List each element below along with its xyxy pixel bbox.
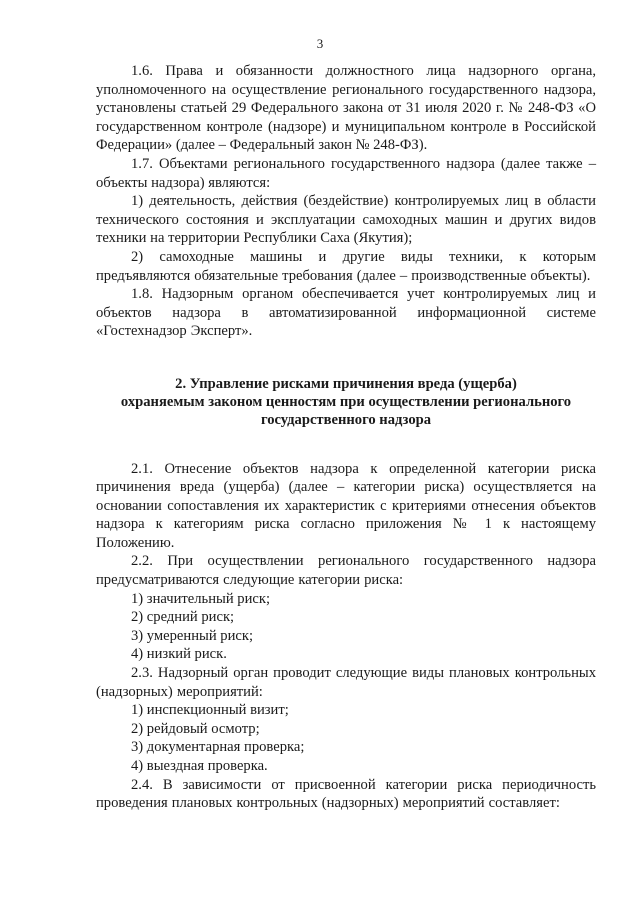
section-heading-line-3: государственного надзора xyxy=(260,412,432,429)
section-heading xyxy=(96,375,596,430)
risk-category-item: 3) умеренный риск; xyxy=(131,627,254,644)
paragraph-2-2: 2.2. При осуществлении регионального государственного надзора предусматриваются следующие категории риска: xyxy=(96,553,596,589)
inspection-type-item: 4) выездная проверка. xyxy=(131,758,268,775)
paragraph-1-8: 1.8. Надзорным органом обеспечивается учет контролируемых лиц и объектов надзора в автоматизированной информационной системе «Гостехнадзор Эксперт». xyxy=(96,286,596,340)
inspection-type-item: 3) документарная проверка; xyxy=(131,739,305,756)
list-item-1-7-1: 1) деятельность, действия (бездействие) контролируемых лиц в области технического состояния и эксплуатации самоходных машин и других видов техники на территории Республики Саха (Якутия); xyxy=(96,193,596,247)
section-heading-line-1: 2. Управление рисками причинения вреда (ущерба) xyxy=(175,375,517,392)
document-body xyxy=(96,62,596,813)
paragraph-2-4: 2.4. В зависимости от присвоенной категории риска периодичность проведения плановых контрольных (надзорных) мероприятий составляет: xyxy=(96,776,596,812)
paragraph-2-1: 2.1. Отнесение объектов надзора к определенной категории риска причинения вреда (ущерба) (далее – категории риска) осуществляется на основании сопоставления их характеристик с критериями отнесения объектов надзора к категориям риска согласно приложения № 1 к настоящему Положению. xyxy=(96,460,596,551)
paragraph-1-6: 1.6. Права и обязанности должностного лица надзорного органа, уполномоченного на осуществление регионального государственного надзора, установлены статьей 29 Федерального закона от 31 июля 2020 г. № 248-ФЗ «О государственном контроле (надзоре) и муниципальном контроле в Российской Федерации» (далее – Федеральный закон № 248-ФЗ). xyxy=(96,63,596,154)
risk-category-item: 2) средний риск; xyxy=(131,609,235,626)
section-heading-line-2: охраняемым законом ценностям при осуществлении регионального xyxy=(120,394,572,411)
page-number: 3 xyxy=(316,36,324,51)
paragraph-1-7: 1.7. Объектами регионального государственного надзора (далее также – объекты надзора) являются: xyxy=(96,155,596,191)
inspection-type-item: 2) рейдовый осмотр; xyxy=(131,720,260,737)
inspection-type-item: 1) инспекционный визит; xyxy=(131,702,289,719)
paragraph-2-3: 2.3. Надзорный орган проводит следующие виды плановых контрольных (надзорных) мероприятий: xyxy=(96,665,596,700)
risk-category-item: 4) низкий риск. xyxy=(131,646,227,663)
risk-category-item: 1) значительный риск; xyxy=(131,590,271,607)
list-item-1-7-2: 2) самоходные машины и другие виды техники, к которым предъявляются обязательные требования (далее – производственные объекты). xyxy=(96,248,596,284)
